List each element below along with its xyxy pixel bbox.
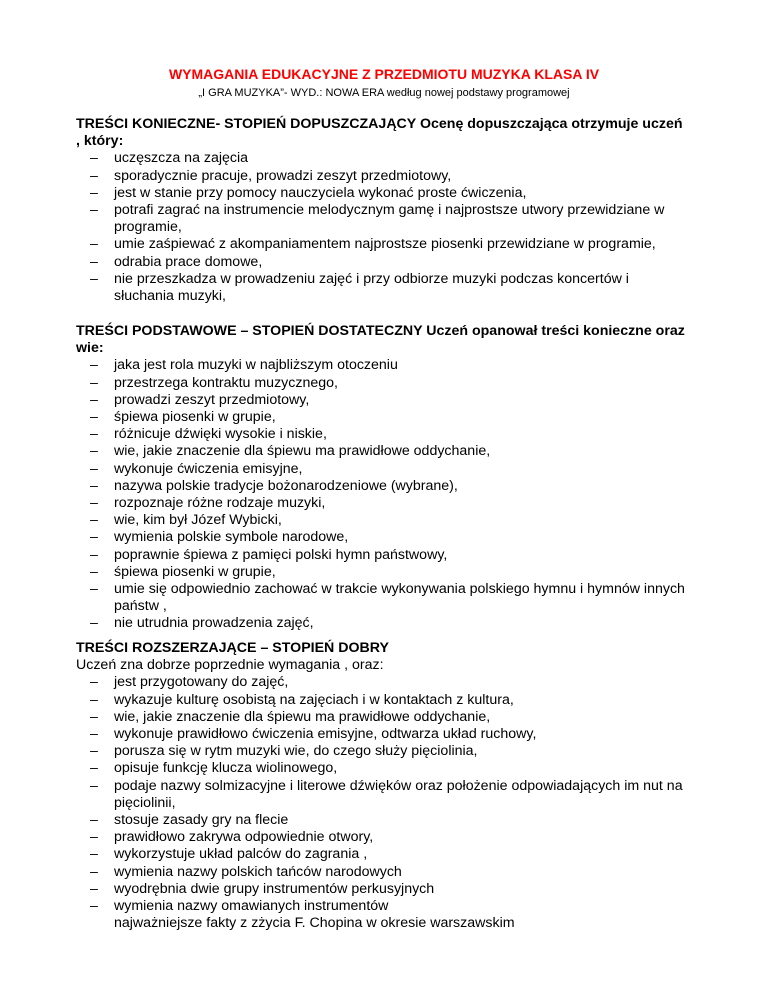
- list-item: [76, 271, 688, 305]
- list-item-text: poprawnie śpiewa z pamięci polski hymn państwowy,: [114, 546, 448, 563]
- list-item-text: prawidłowo zakrywa odpowiednie otwory,: [114, 829, 374, 846]
- dash-bullet: –: [90, 615, 98, 632]
- list-item-text: umie zaśpiewać z akompaniamentem najprostsze piosenki przewidziane w programie,: [114, 236, 656, 253]
- list-item: [76, 615, 688, 632]
- dash-bullet: –: [90, 409, 98, 426]
- list-item-text: uczęszcza na zajęcia: [114, 150, 249, 167]
- list-item-text: podaje nazwy solmizacyjne i literowe dźwięków oraz położenie odpowiadających im nut na pięciolinii,: [114, 777, 683, 811]
- dash-bullet: –: [90, 202, 98, 219]
- list-item: [76, 409, 688, 426]
- dash-bullet: –: [90, 495, 98, 512]
- dash-bullet: –: [90, 426, 98, 443]
- dash-bullet: –: [90, 846, 98, 863]
- dash-bullet: –: [90, 777, 98, 794]
- list-item-text: wie, jakie znaczenie dla śpiewu ma prawidłowe oddychanie,: [114, 443, 491, 460]
- list-item: [76, 864, 688, 881]
- dash-bullet: –: [90, 150, 98, 167]
- list-item-text: umie się odpowiednio zachować w trakcie wykonywania polskiego hymnu i hymnów innych państw ,: [114, 581, 685, 615]
- list-item-text: rozpoznaje różne rodzaje muzyki,: [114, 495, 326, 512]
- list-item: [76, 743, 688, 760]
- list-item-text: porusza się w rytm muzyki wie, do czego służy pięciolinia,: [114, 743, 478, 760]
- list-item-text: wykorzystuje układ palców do zagrania ,: [114, 846, 368, 863]
- list-item-text: różnicuje dźwięki wysokie i niskie,: [114, 426, 327, 443]
- dash-bullet: –: [90, 512, 98, 529]
- list-item-text: sporadycznie pracuje, prowadzi zeszyt przedmiotowy,: [114, 167, 452, 184]
- dash-bullet: –: [90, 743, 98, 760]
- dash-bullet: –: [90, 253, 98, 270]
- list-item: [76, 478, 688, 495]
- dash-bullet: –: [90, 529, 98, 546]
- list-item-text: wie, kim był Józef Wybicki,: [114, 512, 282, 529]
- requirements-list: [76, 674, 688, 915]
- list-item-text: jaka jest rola muzyki w najbliższym otoczeniu: [114, 357, 398, 374]
- list-item-text: jest przygotowany do zajęć,: [114, 674, 289, 691]
- section-konieczne: [76, 116, 688, 305]
- list-item-text: śpiewa piosenki w grupie,: [114, 563, 276, 580]
- list-item-text: jest w stanie przy pomocy nauczyciela wykonać proste ćwiczenia,: [114, 184, 527, 201]
- list-item: [76, 674, 688, 691]
- list-item: [76, 150, 688, 167]
- dash-bullet: –: [90, 563, 98, 580]
- dash-bullet: –: [90, 691, 98, 708]
- list-item: [76, 692, 688, 709]
- list-item-text: wymienia nazwy polskich tańców narodowych: [114, 863, 402, 880]
- section-heading: TREŚCI KONIECZNE- STOPIEŃ DOPUSZCZAJĄCY Ocenę dopuszczająca otrzymuje uczeń , który:: [76, 116, 683, 150]
- list-item-text: nie przeszkadza w prowadzeniu zajęć i przy odbiorze muzyki podczas koncertów i słuchania muzyki,: [114, 270, 629, 305]
- dash-bullet: –: [90, 374, 98, 391]
- list-item: [76, 443, 688, 460]
- list-item-text: wykonuje prawidłowo ćwiczenia emisyjne, odtwarza układ ruchowy,: [114, 726, 537, 743]
- list-item: [76, 846, 688, 863]
- dash-bullet: –: [90, 167, 98, 184]
- dash-bullet: –: [90, 546, 98, 563]
- list-item: [76, 236, 688, 253]
- dash-bullet: –: [90, 812, 98, 829]
- dash-bullet: –: [90, 880, 98, 897]
- list-item: [76, 202, 688, 236]
- list-item-text: odrabia prace domowe,: [114, 253, 263, 270]
- list-item-text: śpiewa piosenki w grupie,: [114, 409, 276, 426]
- list-item: [76, 829, 688, 846]
- list-item-text: przestrzega kontraktu muzycznego,: [114, 374, 338, 391]
- dash-bullet: –: [90, 477, 98, 494]
- dash-bullet: –: [90, 863, 98, 880]
- list-item: [76, 547, 688, 564]
- list-item: [76, 778, 688, 812]
- section-heading: TREŚCI PODSTAWOWE – STOPIEŃ DOSTATECZNY Uczeń opanował treści konieczne oraz wie:: [76, 323, 685, 357]
- list-item: [76, 564, 688, 581]
- list-item: [76, 461, 688, 478]
- dash-bullet: –: [90, 236, 98, 253]
- document-subtitle: „I GRA MUZYKA”- WYD.: NOWA ERA według nowej podstawy programowej: [198, 87, 570, 99]
- list-item: [76, 709, 688, 726]
- list-item: [76, 495, 688, 512]
- list-item-text: prowadzi zeszyt przedmiotowy,: [114, 391, 310, 408]
- list-item: [76, 812, 688, 829]
- section-podstawowe: [76, 323, 688, 633]
- list-item: [76, 254, 688, 271]
- dash-bullet: –: [90, 184, 98, 201]
- list-item-text: wykazuje kulturę osobistą na zajęciach i w kontaktach z kultura,: [114, 691, 514, 708]
- list-item: [76, 392, 688, 409]
- dash-bullet: –: [90, 708, 98, 725]
- list-item: [76, 426, 688, 443]
- section-heading: TREŚCI ROZSZERZAJĄCE – STOPIEŃ DOBRY: [76, 640, 389, 656]
- list-item-text: opisuje funkcję klucza wiolinowego,: [114, 760, 338, 777]
- list-item-text: nazywa polskie tradycje bożonarodzeniowe (wybrane),: [114, 477, 458, 494]
- list-item: [76, 185, 688, 202]
- list-item: [76, 357, 688, 374]
- dash-bullet: –: [90, 391, 98, 408]
- requirements-list: [76, 357, 688, 632]
- dash-bullet: –: [90, 357, 98, 374]
- list-item-text: wykonuje ćwiczenia emisyjne,: [114, 460, 303, 477]
- section-rozszerzajace: [76, 640, 688, 932]
- list-item-text: wymienia polskie symbole narodowe,: [114, 529, 349, 546]
- list-item-text: potrafi zagrać na instrumencie melodycznym gamę i najprostsze utwory przewidziane w programie,: [114, 202, 665, 236]
- list-item: [76, 881, 688, 898]
- dash-bullet: –: [90, 829, 98, 846]
- list-item-text: nie utrudnia prowadzenia zajęć,: [114, 615, 314, 632]
- list-item: [76, 581, 688, 615]
- list-item-text: stosuje zasady gry na flecie: [114, 812, 289, 829]
- dash-bullet: –: [90, 898, 98, 915]
- section-note: najważniejsze fakty z zżycia F. Chopina w okresie warszawskim: [114, 915, 515, 932]
- dash-bullet: –: [90, 460, 98, 477]
- dash-bullet: –: [90, 270, 98, 287]
- list-item-text: wyodrębnia dwie grupy instrumentów perkusyjnych: [114, 880, 435, 897]
- list-item: [76, 529, 688, 546]
- list-item: [76, 375, 688, 392]
- list-item-text: wymienia nazwy omawianych instrumentów: [114, 898, 389, 915]
- list-item: [76, 760, 688, 777]
- list-item: [76, 898, 688, 915]
- dash-bullet: –: [90, 674, 98, 691]
- dash-bullet: –: [90, 443, 98, 460]
- list-item: [76, 512, 688, 529]
- list-item: [76, 168, 688, 185]
- requirements-list: [76, 150, 688, 305]
- list-item: [76, 726, 688, 743]
- document-title: WYMAGANIA EDUKACYJNE Z PRZEDMIOTU MUZYKA KLASA IV: [168, 66, 600, 82]
- list-item-text: wie, jakie znaczenie dla śpiewu ma prawidłowe oddychanie,: [114, 708, 491, 725]
- dash-bullet: –: [90, 760, 98, 777]
- section-intro: Uczeń zna dobrze poprzednie wymagania , oraz:: [76, 657, 384, 674]
- dash-bullet: –: [90, 726, 98, 743]
- dash-bullet: –: [90, 581, 98, 598]
